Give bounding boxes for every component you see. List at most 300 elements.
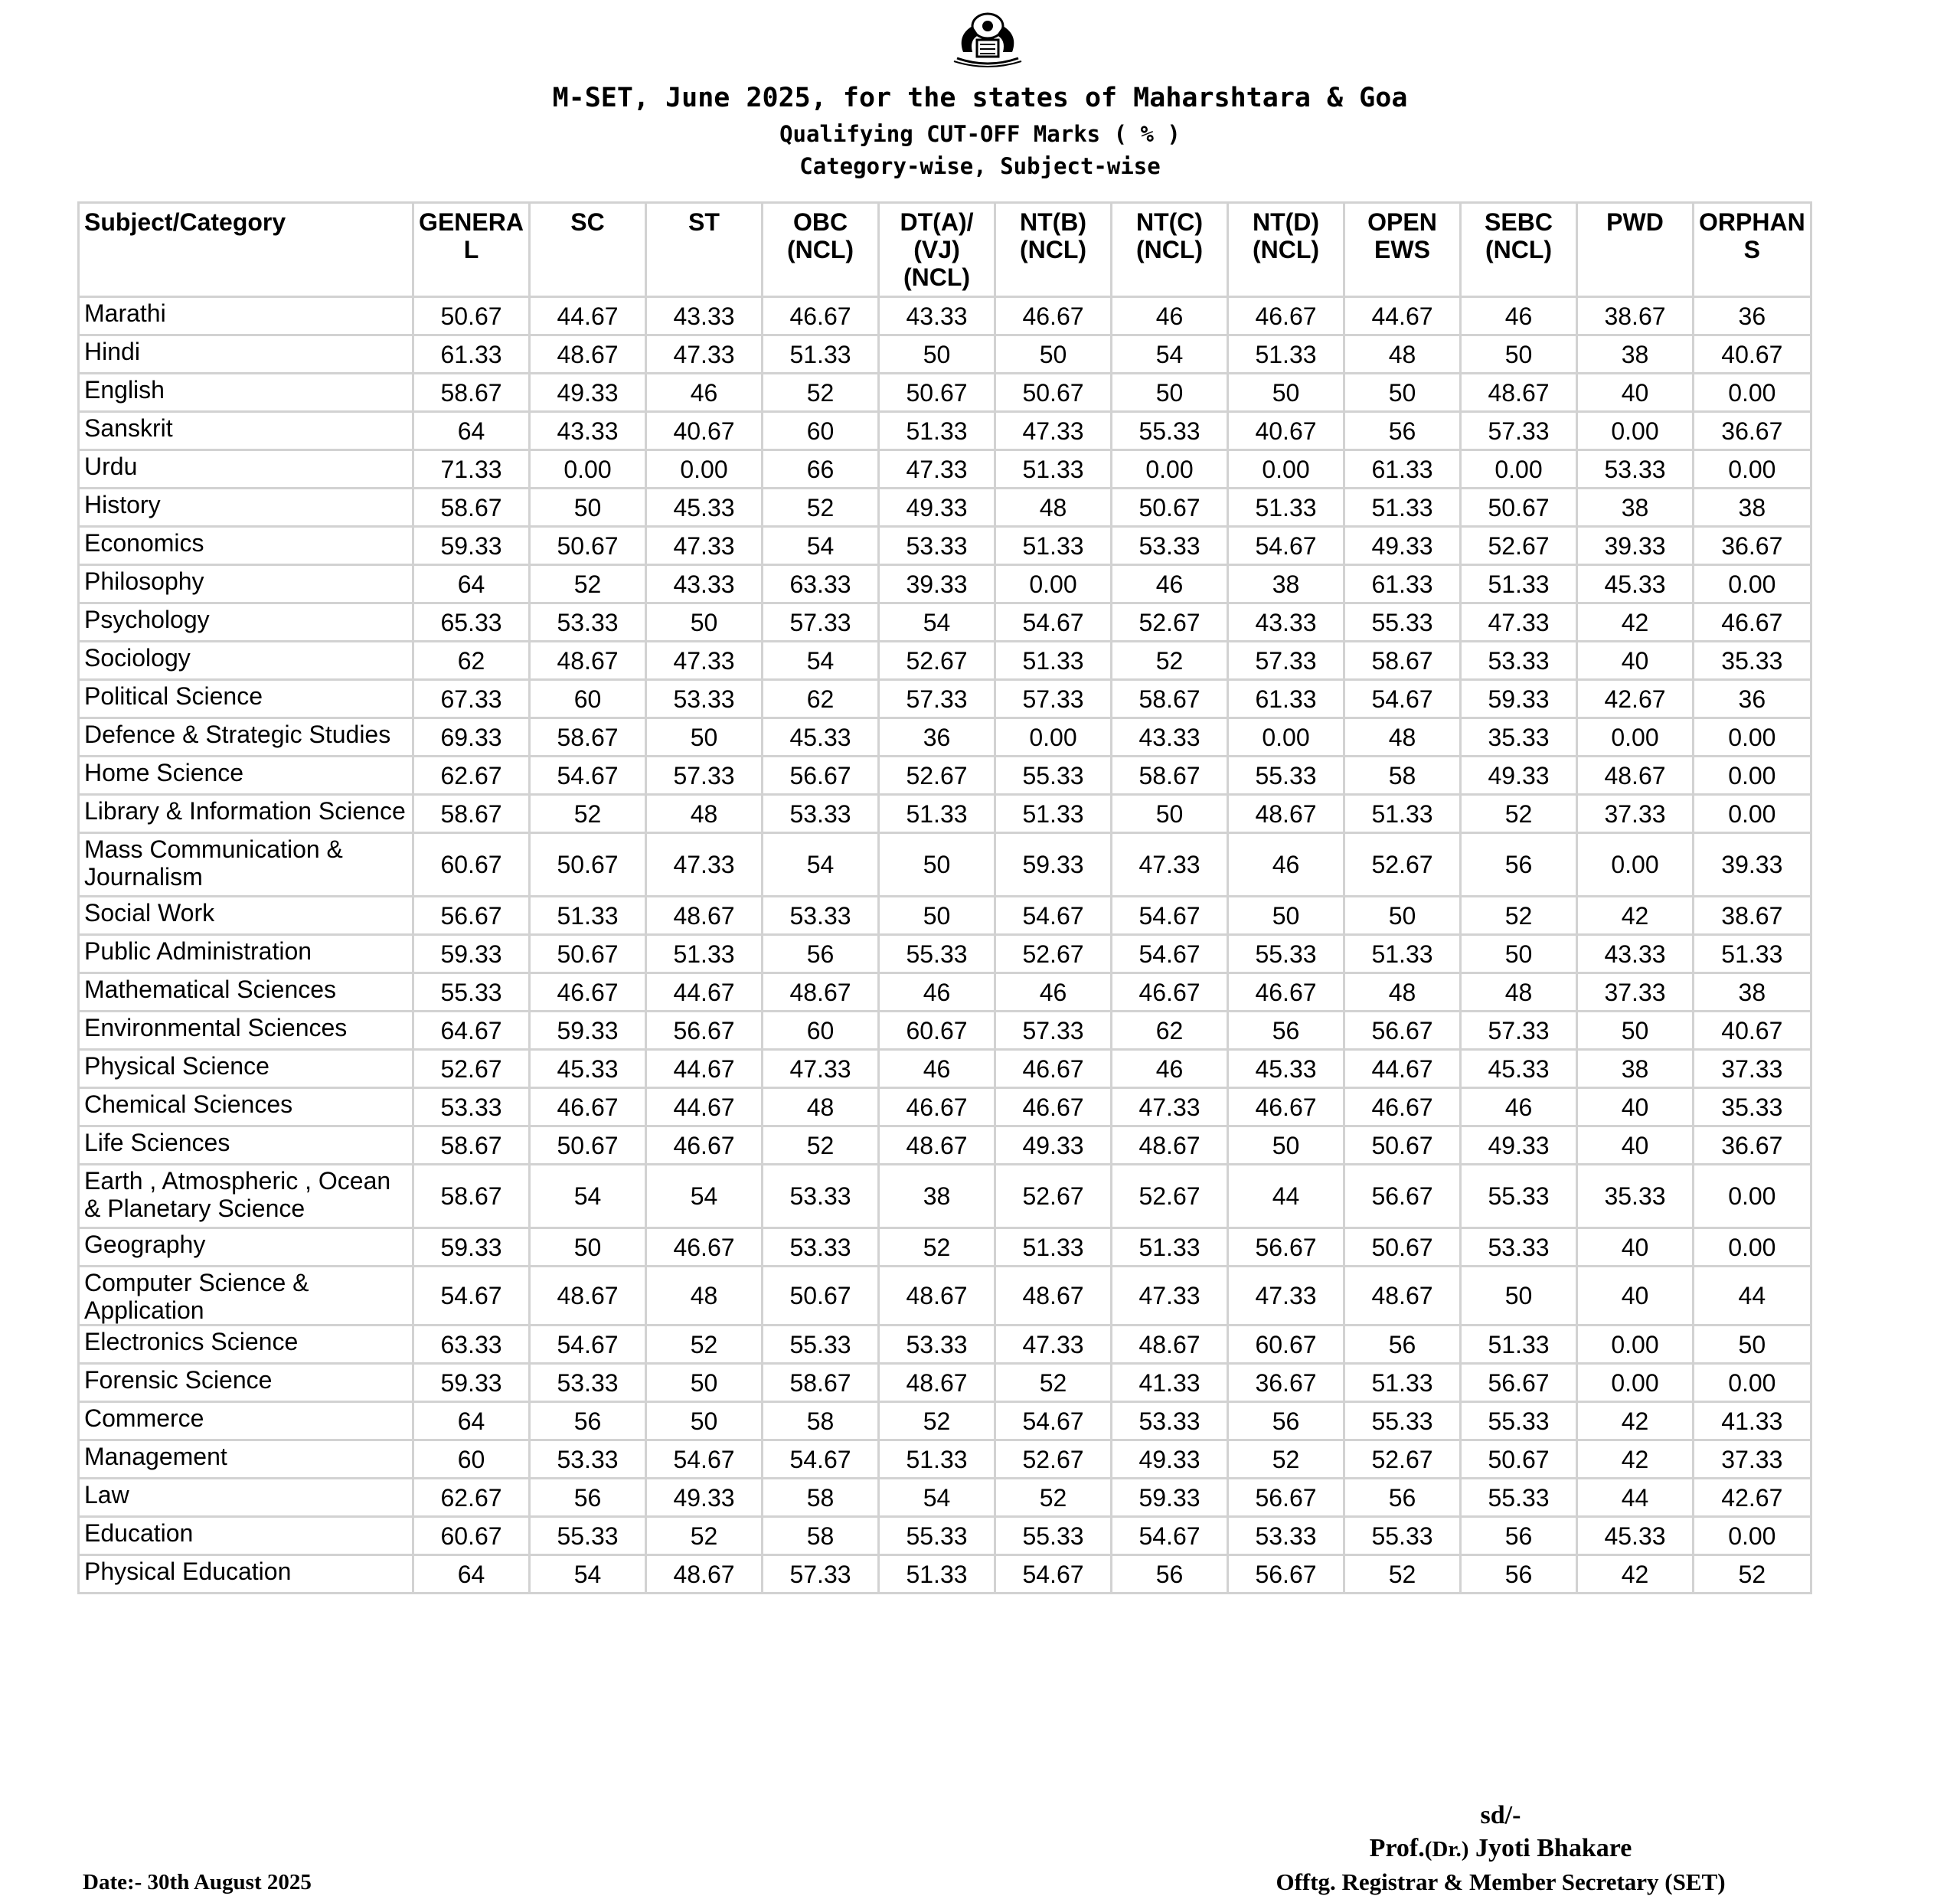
cutoff-cell: 60 — [763, 412, 879, 450]
cutoff-cell: 46 — [879, 1050, 995, 1088]
cutoff-cell: 39.33 — [1577, 527, 1694, 565]
cutoff-cell: 49.33 — [1112, 1440, 1228, 1479]
cutoff-cell: 48 — [1344, 973, 1461, 1012]
cutoff-cell: 60.67 — [413, 1517, 530, 1555]
cutoff-cell: 51.33 — [1344, 795, 1461, 833]
cutoff-cell: 58.67 — [413, 795, 530, 833]
table-header-row — [79, 203, 1811, 297]
cutoff-cell: 36.67 — [1694, 527, 1811, 565]
cutoff-cell: 54.67 — [1344, 680, 1461, 718]
cutoff-cell: 59.33 — [995, 833, 1112, 897]
cutoff-cell: 48 — [763, 1088, 879, 1126]
cutoff-cell: 43.33 — [879, 297, 995, 335]
table-row — [79, 795, 1811, 833]
cutoff-cell: 52 — [879, 1402, 995, 1440]
column-header: OBC (NCL) — [763, 203, 879, 297]
table-row — [79, 527, 1811, 565]
cutoff-cell: 0.00 — [1112, 450, 1228, 489]
cutoff-cell: 44.67 — [530, 297, 646, 335]
cutoff-cell: 43.33 — [646, 565, 763, 603]
cutoff-cell: 50 — [1577, 1012, 1694, 1050]
cutoff-cell: 46.67 — [1228, 297, 1344, 335]
subject-cell: Library & Information Science — [79, 795, 413, 833]
cutoff-cell: 46.67 — [1228, 973, 1344, 1012]
subject-cell: Earth , Atmospheric , Ocean & Planetary Science — [79, 1165, 413, 1228]
cutoff-cell: 52 — [1344, 1555, 1461, 1594]
subject-cell: Marathi — [79, 297, 413, 335]
cutoff-cell: 56.67 — [1228, 1555, 1344, 1594]
cutoff-cell: 47.33 — [1112, 1088, 1228, 1126]
cutoff-cell: 53.33 — [763, 1165, 879, 1228]
subject-cell: Commerce — [79, 1402, 413, 1440]
cutoff-cell: 46 — [1112, 1050, 1228, 1088]
cutoff-cell: 52.67 — [879, 757, 995, 795]
cutoff-cell: 64.67 — [413, 1012, 530, 1050]
cutoff-cell: 45.33 — [1228, 1050, 1344, 1088]
table-row — [79, 335, 1811, 374]
cutoff-cell: 48.67 — [995, 1267, 1112, 1326]
cutoff-cell: 54 — [1112, 335, 1228, 374]
cutoff-cell: 51.33 — [1344, 935, 1461, 973]
table-row — [79, 1479, 1811, 1517]
cutoff-cell: 50 — [1112, 795, 1228, 833]
cutoff-cell: 45.33 — [1461, 1050, 1577, 1088]
table-row — [79, 1440, 1811, 1479]
cutoff-cell: 47.33 — [646, 833, 763, 897]
cutoff-cell: 62 — [763, 680, 879, 718]
table-row — [79, 1126, 1811, 1165]
cutoff-cell: 54.67 — [995, 1555, 1112, 1594]
cutoff-cell: 59.33 — [1461, 680, 1577, 718]
cutoff-cell: 51.33 — [1344, 1364, 1461, 1402]
cutoff-cell: 44.67 — [646, 973, 763, 1012]
cutoff-cell: 50.67 — [413, 297, 530, 335]
subject-cell: Social Work — [79, 897, 413, 935]
cutoff-cell: 48.67 — [763, 973, 879, 1012]
cutoff-cell: 52 — [763, 1126, 879, 1165]
cutoff-cell: 49.33 — [1344, 527, 1461, 565]
cutoff-cell: 0.00 — [1694, 450, 1811, 489]
cutoff-cell: 0.00 — [1694, 795, 1811, 833]
cutoff-table — [77, 201, 1812, 1594]
cutoff-cell: 56.67 — [763, 757, 879, 795]
cutoff-cell: 57.33 — [646, 757, 763, 795]
cutoff-cell: 42 — [1577, 897, 1694, 935]
cutoff-cell: 49.33 — [646, 1479, 763, 1517]
cutoff-cell: 59.33 — [413, 527, 530, 565]
cutoff-cell: 54 — [646, 1165, 763, 1228]
cutoff-cell: 54 — [763, 833, 879, 897]
cutoff-cell: 53.33 — [1112, 527, 1228, 565]
cutoff-cell: 42.67 — [1577, 680, 1694, 718]
cutoff-cell: 35.33 — [1694, 1088, 1811, 1126]
cutoff-cell: 52 — [1228, 1440, 1344, 1479]
cutoff-cell: 43.33 — [1112, 718, 1228, 757]
cutoff-cell: 66 — [763, 450, 879, 489]
cutoff-cell: 44.67 — [1344, 297, 1461, 335]
cutoff-cell: 53.33 — [646, 680, 763, 718]
cutoff-cell: 58 — [763, 1517, 879, 1555]
cutoff-cell: 51.33 — [879, 412, 995, 450]
cutoff-cell: 50 — [1228, 1126, 1344, 1165]
table-row — [79, 297, 1811, 335]
cutoff-cell: 56 — [530, 1402, 646, 1440]
cutoff-cell: 52.67 — [879, 642, 995, 680]
cutoff-cell: 36 — [1694, 297, 1811, 335]
cutoff-cell: 52 — [530, 795, 646, 833]
cutoff-cell: 58.67 — [413, 1126, 530, 1165]
cutoff-cell: 43.33 — [1577, 935, 1694, 973]
column-header: PWD — [1577, 203, 1694, 297]
cutoff-cell: 59.33 — [1112, 1479, 1228, 1517]
cutoff-cell: 39.33 — [879, 565, 995, 603]
cutoff-cell: 47.33 — [1461, 603, 1577, 642]
subject-cell: Management — [79, 1440, 413, 1479]
cutoff-cell: 55.33 — [763, 1326, 879, 1364]
cutoff-cell: 55.33 — [413, 973, 530, 1012]
cutoff-cell: 51.33 — [1112, 1228, 1228, 1267]
cutoff-cell: 54 — [879, 603, 995, 642]
cutoff-cell: 53.33 — [530, 603, 646, 642]
cutoff-cell: 56 — [1461, 1517, 1577, 1555]
cutoff-cell: 52 — [530, 565, 646, 603]
cutoff-cell: 48 — [1344, 335, 1461, 374]
cutoff-cell: 55.33 — [1228, 757, 1344, 795]
cutoff-cell: 46 — [1112, 297, 1228, 335]
cutoff-cell: 53.33 — [1461, 1228, 1577, 1267]
cutoff-cell: 48 — [995, 489, 1112, 527]
cutoff-cell: 57.33 — [763, 1555, 879, 1594]
cutoff-cell: 42 — [1577, 603, 1694, 642]
cutoff-cell: 50 — [1228, 374, 1344, 412]
cutoff-cell: 58 — [763, 1479, 879, 1517]
cutoff-cell: 52 — [646, 1517, 763, 1555]
cutoff-cell: 38 — [1577, 335, 1694, 374]
cutoff-cell: 40.67 — [646, 412, 763, 450]
column-header: SEBC (NCL) — [1461, 203, 1577, 297]
table-row — [79, 489, 1811, 527]
table-row — [79, 1012, 1811, 1050]
subject-cell: Public Administration — [79, 935, 413, 973]
cutoff-cell: 56.67 — [1344, 1165, 1461, 1228]
cutoff-cell: 35.33 — [1694, 642, 1811, 680]
cutoff-cell: 56.67 — [646, 1012, 763, 1050]
cutoff-cell: 44.67 — [646, 1050, 763, 1088]
cutoff-cell: 50.67 — [763, 1267, 879, 1326]
table-row — [79, 1267, 1811, 1326]
cutoff-cell: 52 — [763, 489, 879, 527]
cutoff-cell: 35.33 — [1461, 718, 1577, 757]
cutoff-cell: 36.67 — [1694, 1126, 1811, 1165]
cutoff-cell: 49.33 — [530, 374, 646, 412]
cutoff-cell: 44 — [1228, 1165, 1344, 1228]
cutoff-cell: 55.33 — [1228, 935, 1344, 973]
cutoff-cell: 36.67 — [1694, 412, 1811, 450]
cutoff-cell: 50.67 — [1112, 489, 1228, 527]
cutoff-cell: 48.67 — [646, 897, 763, 935]
cutoff-cell: 47.33 — [1228, 1267, 1344, 1326]
cutoff-cell: 51.33 — [879, 1440, 995, 1479]
subject-cell: Home Science — [79, 757, 413, 795]
table-row — [79, 973, 1811, 1012]
cutoff-cell: 47.33 — [646, 642, 763, 680]
cutoff-cell: 41.33 — [1112, 1364, 1228, 1402]
cutoff-cell: 46.67 — [763, 297, 879, 335]
cutoff-cell: 47.33 — [763, 1050, 879, 1088]
cutoff-cell: 42 — [1577, 1440, 1694, 1479]
cutoff-cell: 0.00 — [1577, 718, 1694, 757]
cutoff-cell: 54.67 — [995, 603, 1112, 642]
cutoff-cell: 46.67 — [995, 297, 1112, 335]
cutoff-cell: 53.33 — [1461, 642, 1577, 680]
cutoff-cell: 50 — [1461, 335, 1577, 374]
cutoff-cell: 58 — [763, 1402, 879, 1440]
table-row — [79, 565, 1811, 603]
page-subtitle: Qualifying CUT-OFF Marks ( % ) — [779, 121, 1181, 147]
cutoff-cell: 0.00 — [1228, 718, 1344, 757]
table-row — [79, 1364, 1811, 1402]
cutoff-cell: 51.33 — [1694, 935, 1811, 973]
cutoff-cell: 50.67 — [1344, 1126, 1461, 1165]
cutoff-cell: 51.33 — [646, 935, 763, 973]
cutoff-cell: 58.67 — [413, 1165, 530, 1228]
cutoff-cell: 54 — [763, 642, 879, 680]
cutoff-cell: 53.33 — [879, 1326, 995, 1364]
cutoff-cell: 47.33 — [995, 412, 1112, 450]
cutoff-cell: 50 — [530, 1228, 646, 1267]
subject-cell: Philosophy — [79, 565, 413, 603]
cutoff-cell: 61.33 — [1228, 680, 1344, 718]
cutoff-cell: 53.33 — [1577, 450, 1694, 489]
cutoff-cell: 55.33 — [995, 1517, 1112, 1555]
cutoff-cell: 52 — [1461, 897, 1577, 935]
cutoff-cell: 48.67 — [646, 1555, 763, 1594]
column-header: SC — [530, 203, 646, 297]
cutoff-cell: 42.67 — [1694, 1479, 1811, 1517]
state-emblem-icon — [949, 6, 1026, 69]
cutoff-cell: 55.33 — [1344, 603, 1461, 642]
cutoff-cell: 50.67 — [530, 1126, 646, 1165]
cutoff-cell: 56 — [1344, 1326, 1461, 1364]
cutoff-cell: 52.67 — [413, 1050, 530, 1088]
cutoff-cell: 46 — [1461, 297, 1577, 335]
cutoff-cell: 57.33 — [879, 680, 995, 718]
subject-cell: History — [79, 489, 413, 527]
cutoff-cell: 52.67 — [995, 1165, 1112, 1228]
subject-cell: Urdu — [79, 450, 413, 489]
cutoff-cell: 55.33 — [879, 935, 995, 973]
cutoff-cell: 51.33 — [879, 1555, 995, 1594]
cutoff-cell: 48.67 — [530, 642, 646, 680]
cutoff-cell: 60 — [413, 1440, 530, 1479]
cutoff-cell: 52.67 — [1344, 1440, 1461, 1479]
cutoff-cell: 40 — [1577, 374, 1694, 412]
subject-cell: English — [79, 374, 413, 412]
cutoff-cell: 51.33 — [995, 642, 1112, 680]
cutoff-cell: 47.33 — [1112, 1267, 1228, 1326]
cutoff-cell: 54.67 — [763, 1440, 879, 1479]
cutoff-cell: 46.67 — [530, 973, 646, 1012]
cutoff-cell: 55.33 — [995, 757, 1112, 795]
column-header: Subject/Category — [79, 203, 413, 297]
cutoff-cell: 44.67 — [1344, 1050, 1461, 1088]
cutoff-cell: 54.67 — [995, 1402, 1112, 1440]
table-row — [79, 897, 1811, 935]
cutoff-cell: 48.67 — [1112, 1326, 1228, 1364]
subject-cell: Environmental Sciences — [79, 1012, 413, 1050]
cutoff-cell: 37.33 — [1577, 795, 1694, 833]
cutoff-cell: 50.67 — [1461, 1440, 1577, 1479]
cutoff-cell: 49.33 — [879, 489, 995, 527]
column-header: ORPHAN S — [1694, 203, 1811, 297]
cutoff-cell: 38.67 — [1694, 897, 1811, 935]
cutoff-cell: 38 — [879, 1165, 995, 1228]
cutoff-cell: 46.67 — [995, 1088, 1112, 1126]
cutoff-cell: 51.33 — [1228, 489, 1344, 527]
cutoff-cell: 58.67 — [1344, 642, 1461, 680]
subject-cell: Mathematical Sciences — [79, 973, 413, 1012]
cutoff-cell: 40.67 — [1228, 412, 1344, 450]
cutoff-cell: 54.67 — [646, 1440, 763, 1479]
cutoff-cell: 46 — [879, 973, 995, 1012]
cutoff-cell: 43.33 — [530, 412, 646, 450]
cutoff-cell: 53.33 — [1228, 1517, 1344, 1555]
cutoff-cell: 48.67 — [1228, 795, 1344, 833]
table-row — [79, 1517, 1811, 1555]
cutoff-cell: 54 — [879, 1479, 995, 1517]
cutoff-cell: 43.33 — [1228, 603, 1344, 642]
subject-cell: Electronics Science — [79, 1326, 413, 1364]
cutoff-cell: 47.33 — [646, 527, 763, 565]
cutoff-cell: 63.33 — [413, 1326, 530, 1364]
subject-cell: Law — [79, 1479, 413, 1517]
cutoff-cell: 51.33 — [1228, 335, 1344, 374]
cutoff-cell: 50 — [995, 335, 1112, 374]
cutoff-cell: 50 — [879, 897, 995, 935]
cutoff-cell: 62 — [413, 642, 530, 680]
cutoff-cell: 57.33 — [995, 680, 1112, 718]
subject-cell: Physical Science — [79, 1050, 413, 1088]
cutoff-cell: 35.33 — [1577, 1165, 1694, 1228]
cutoff-cell: 53.33 — [763, 897, 879, 935]
cutoff-cell: 54.67 — [1112, 935, 1228, 973]
cutoff-cell: 0.00 — [1577, 412, 1694, 450]
cutoff-cell: 51.33 — [763, 335, 879, 374]
cutoff-cell: 44 — [1577, 1479, 1694, 1517]
cutoff-cell: 0.00 — [1577, 833, 1694, 897]
cutoff-cell: 36 — [1694, 680, 1811, 718]
table-row — [79, 1165, 1811, 1228]
cutoff-cell: 46 — [1461, 1088, 1577, 1126]
signatory-designation: Offtg. Registrar & Member Secretary (SET) — [1276, 1868, 1726, 1895]
subject-cell: Education — [79, 1517, 413, 1555]
cutoff-cell: 37.33 — [1694, 1050, 1811, 1088]
cutoff-cell: 62.67 — [413, 1479, 530, 1517]
table-row — [79, 1088, 1811, 1126]
cutoff-cell: 47.33 — [879, 450, 995, 489]
cutoff-cell: 50.67 — [530, 935, 646, 973]
page-subtitle-2: Category-wise, Subject-wise — [799, 153, 1161, 179]
cutoff-cell: 55.33 — [879, 1517, 995, 1555]
subject-cell: Chemical Sciences — [79, 1088, 413, 1126]
cutoff-cell: 50 — [1344, 374, 1461, 412]
cutoff-cell: 52.67 — [1344, 833, 1461, 897]
cutoff-cell: 53.33 — [879, 527, 995, 565]
cutoff-cell: 45.33 — [530, 1050, 646, 1088]
cutoff-cell: 60.67 — [1228, 1326, 1344, 1364]
subject-cell: Geography — [79, 1228, 413, 1267]
cutoff-cell: 47.33 — [995, 1326, 1112, 1364]
cutoff-cell: 52.67 — [1461, 527, 1577, 565]
cutoff-cell: 46 — [995, 973, 1112, 1012]
signature-mark: sd/- — [1480, 1801, 1521, 1829]
cutoff-cell: 58.67 — [413, 489, 530, 527]
cutoff-cell: 64 — [413, 1555, 530, 1594]
cutoff-cell: 53.33 — [1112, 1402, 1228, 1440]
cutoff-cell: 0.00 — [1577, 1326, 1694, 1364]
cutoff-cell: 51.33 — [879, 795, 995, 833]
cutoff-cell: 58.67 — [413, 374, 530, 412]
signatory-name: Prof.(Dr.) Jyoti Bhakare — [1369, 1834, 1632, 1862]
cutoff-cell: 60 — [763, 1012, 879, 1050]
cutoff-cell: 48.67 — [1112, 1126, 1228, 1165]
cutoff-cell: 58.67 — [530, 718, 646, 757]
cutoff-cell: 50.67 — [1461, 489, 1577, 527]
cutoff-cell: 46.67 — [1694, 603, 1811, 642]
cutoff-cell: 54.67 — [1112, 897, 1228, 935]
cutoff-cell: 46.67 — [995, 1050, 1112, 1088]
cutoff-cell: 51.33 — [1461, 1326, 1577, 1364]
cutoff-cell: 54 — [530, 1165, 646, 1228]
cutoff-cell: 57.33 — [763, 603, 879, 642]
cutoff-cell: 50.67 — [879, 374, 995, 412]
table-row — [79, 603, 1811, 642]
cutoff-cell: 37.33 — [1577, 973, 1694, 1012]
cutoff-cell: 38.67 — [1577, 297, 1694, 335]
cutoff-cell: 51.33 — [530, 897, 646, 935]
cutoff-cell: 43.33 — [646, 297, 763, 335]
cutoff-cell: 52 — [646, 1326, 763, 1364]
cutoff-cell: 69.33 — [413, 718, 530, 757]
cutoff-cell: 49.33 — [995, 1126, 1112, 1165]
cutoff-cell: 56 — [1461, 1555, 1577, 1594]
cutoff-cell: 50.67 — [1344, 1228, 1461, 1267]
table-row — [79, 1402, 1811, 1440]
cutoff-cell: 46 — [1228, 833, 1344, 897]
cutoff-cell: 56 — [1228, 1402, 1344, 1440]
cutoff-cell: 53.33 — [413, 1088, 530, 1126]
cutoff-cell: 0.00 — [995, 565, 1112, 603]
cutoff-cell: 48 — [1344, 718, 1461, 757]
cutoff-cell: 50.67 — [995, 374, 1112, 412]
cutoff-cell: 54.67 — [530, 1326, 646, 1364]
cutoff-cell: 39.33 — [1694, 833, 1811, 897]
cutoff-cell: 48.67 — [879, 1364, 995, 1402]
subject-cell: Psychology — [79, 603, 413, 642]
cutoff-cell: 56 — [1112, 1555, 1228, 1594]
cutoff-cell: 48.67 — [1344, 1267, 1461, 1326]
cutoff-cell: 51.33 — [1344, 489, 1461, 527]
cutoff-cell: 40 — [1577, 1088, 1694, 1126]
cutoff-cell: 56.67 — [413, 897, 530, 935]
cutoff-cell: 48.67 — [879, 1267, 995, 1326]
cutoff-cell: 57.33 — [995, 1012, 1112, 1050]
cutoff-cell: 55.33 — [1461, 1479, 1577, 1517]
cutoff-cell: 58.67 — [763, 1364, 879, 1402]
cutoff-cell: 52 — [763, 374, 879, 412]
column-header: NT(B) (NCL) — [995, 203, 1112, 297]
cutoff-cell: 51.33 — [995, 795, 1112, 833]
